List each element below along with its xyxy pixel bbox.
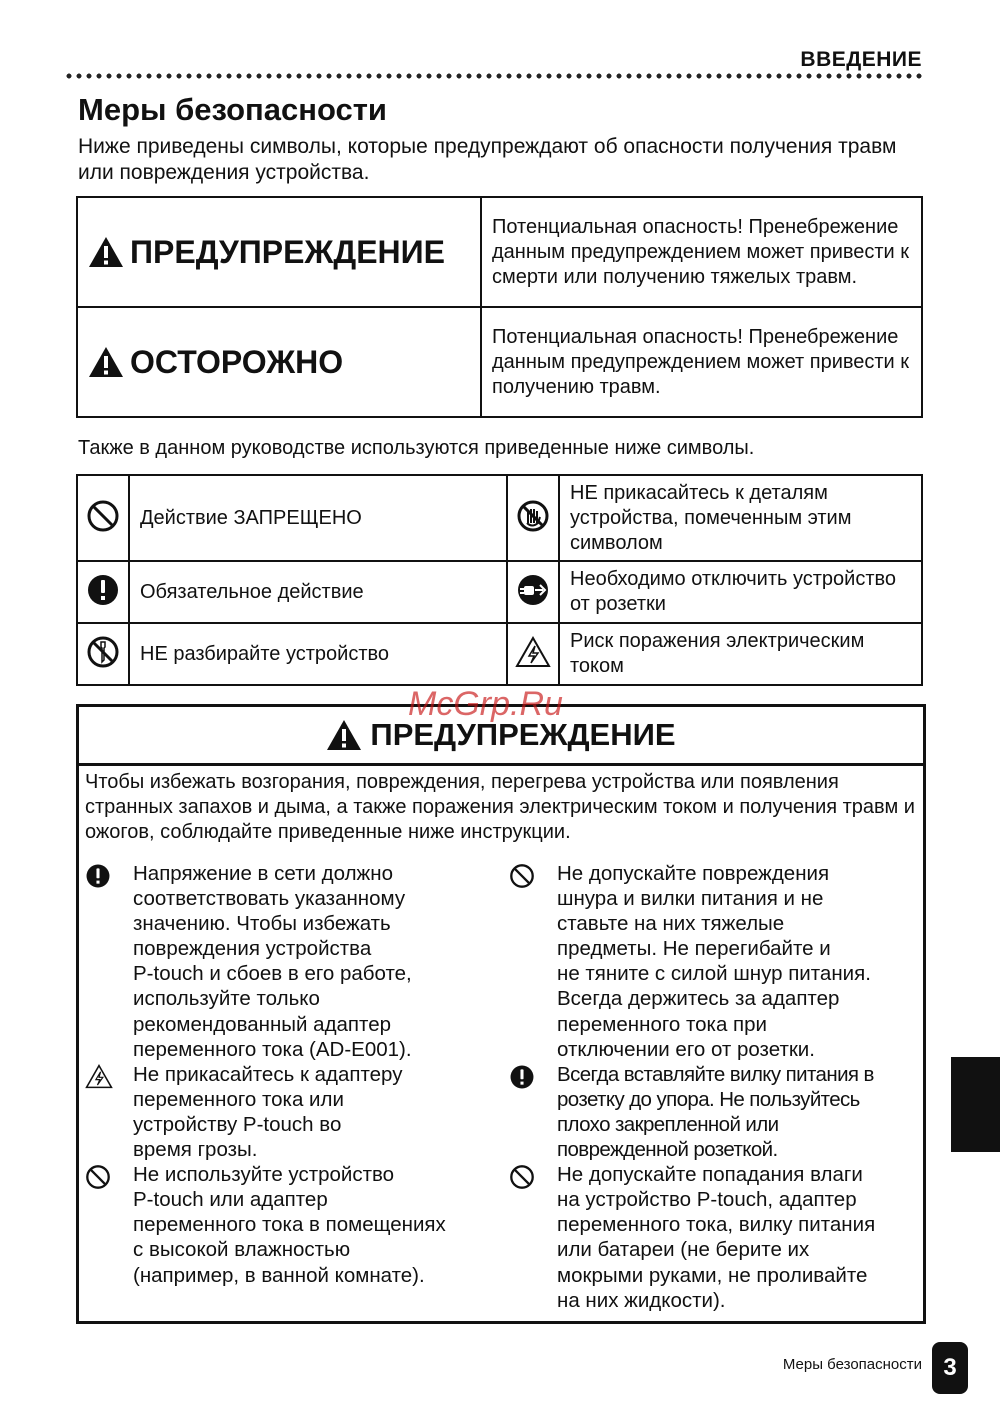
symbol-text: Обязательное действие: [129, 561, 507, 623]
warning-item-text: Не прикасайтесь к адаптеру переменного тока или устройству P-touch во время грозы.: [133, 1062, 403, 1162]
prohibited-icon: [86, 499, 120, 533]
warning-item: [85, 1062, 455, 1162]
warning-item-text: Не допускайте повреждения шнура и вилки питания и не ставьте на них тяжелые предметы. Не перегибайте и не тяните с силой шнур питания. Всегда держитесь за адаптер переменного тока при отключении его от розетки.: [557, 862, 871, 1061]
warning-item: [509, 861, 879, 1062]
symbol-text: НЕ разбирайте устройство: [129, 623, 507, 685]
symbol-text: НЕ прикасайтесь к деталям устройства, помеченным этим символом: [559, 475, 922, 561]
footer-label: Меры безопасности: [782, 1356, 922, 1373]
section-label: ВВЕДЕНИЕ: [800, 48, 922, 71]
level-row-caution: [77, 307, 922, 417]
no-disassembly-icon: [86, 635, 120, 669]
mandatory-action-icon: [86, 573, 120, 607]
symbols-row: [77, 561, 922, 623]
warning-box-title: ПРЕДУПРЕЖДЕНИЕ: [370, 717, 676, 752]
symbols-intro-text: Также в данном руководстве используются приведенные ниже символы.: [78, 437, 755, 459]
symbol-text: Действие ЗАПРЕЩЕНО: [129, 475, 507, 561]
symbol-text: Необходимо отключить устройство от розетки: [559, 561, 922, 623]
warning-item-text: Не допускайте попадания влаги на устройство P-touch, адаптер переменного тока, вилку питания или батареи (не берите их мокрыми руками, не проливайте на них жидкости).: [557, 1163, 876, 1312]
warning-item: [509, 1162, 879, 1313]
symbols-row: [77, 623, 922, 685]
warning-item-text: Всегда вставляйте вилку питания в розетку до упора. Не пользуйтесь плохо закрепленной или поврежденной розеткой.: [557, 1062, 874, 1162]
watermark: McGrp.Ru: [408, 685, 563, 723]
page-number: 3: [932, 1342, 968, 1394]
warning-triangle-icon: [88, 346, 124, 378]
warning-item: [85, 1162, 455, 1287]
warning-column-left: [85, 861, 455, 1288]
side-tab: [951, 1057, 1000, 1152]
symbols-row: [77, 475, 922, 561]
prohibited-icon: [85, 1164, 133, 1190]
warning-triangle-icon: [88, 236, 124, 268]
mandatory-action-icon: [509, 1064, 557, 1090]
warning-intro-text: Чтобы избежать возгорания, повреждения, перегрева устройства или появления странных запахов и дыма, а также поражения электрическим током и получения травм и ожогов, соблюдайте приведенные ниже инструкции.: [85, 771, 915, 843]
hazard-level-table: [76, 196, 923, 418]
mandatory-action-icon: [85, 863, 133, 889]
level-description-warning: Потенциальная опасность! Пренебрежение данным предупреждением может привести к смерти или получению тяжелых травм.: [481, 197, 922, 307]
warning-triangle-icon: [326, 719, 362, 751]
warning-item: [509, 1062, 879, 1162]
electric-shock-icon: [515, 636, 551, 668]
warning-item-text: Напряжение в сети должно соответствовать указанному значению. Чтобы избежать повреждения устройства P-touch и сбоев в его работе, используйте только рекомендованный адаптер переменного тока (AD-E001).: [133, 862, 412, 1061]
warning-box: [76, 704, 926, 1324]
symbols-table: [76, 474, 923, 686]
symbol-text: Риск поражения электрическим током: [559, 623, 922, 685]
intro-text: Ниже приведены символы, которые предупреждают об опасности получения травм или повреждения устройства.: [78, 135, 897, 184]
level-label-warning: ПРЕДУПРЕЖДЕНИЕ: [130, 233, 445, 270]
warning-column-right: [509, 861, 879, 1313]
electric-shock-icon: [85, 1064, 133, 1089]
page-title: Меры безопасности: [78, 92, 387, 127]
level-label-caution: ОСТОРОЖНО: [130, 343, 344, 380]
prohibited-icon: [509, 863, 557, 889]
unplug-icon: [516, 573, 550, 607]
level-description-caution: Потенциальная опасность! Пренебрежение данным предупреждением может привести к получению травм.: [481, 307, 922, 417]
level-row-warning: [77, 197, 922, 307]
warning-item-text: Не используйте устройство P-touch или адаптер переменного тока в помещениях с высокой влажностью (например, в ванной комнате).: [133, 1163, 446, 1287]
warning-item: [85, 861, 455, 1062]
prohibited-icon: [509, 1164, 557, 1190]
do-not-touch-icon: [516, 499, 550, 533]
dotted-divider: [64, 72, 926, 80]
